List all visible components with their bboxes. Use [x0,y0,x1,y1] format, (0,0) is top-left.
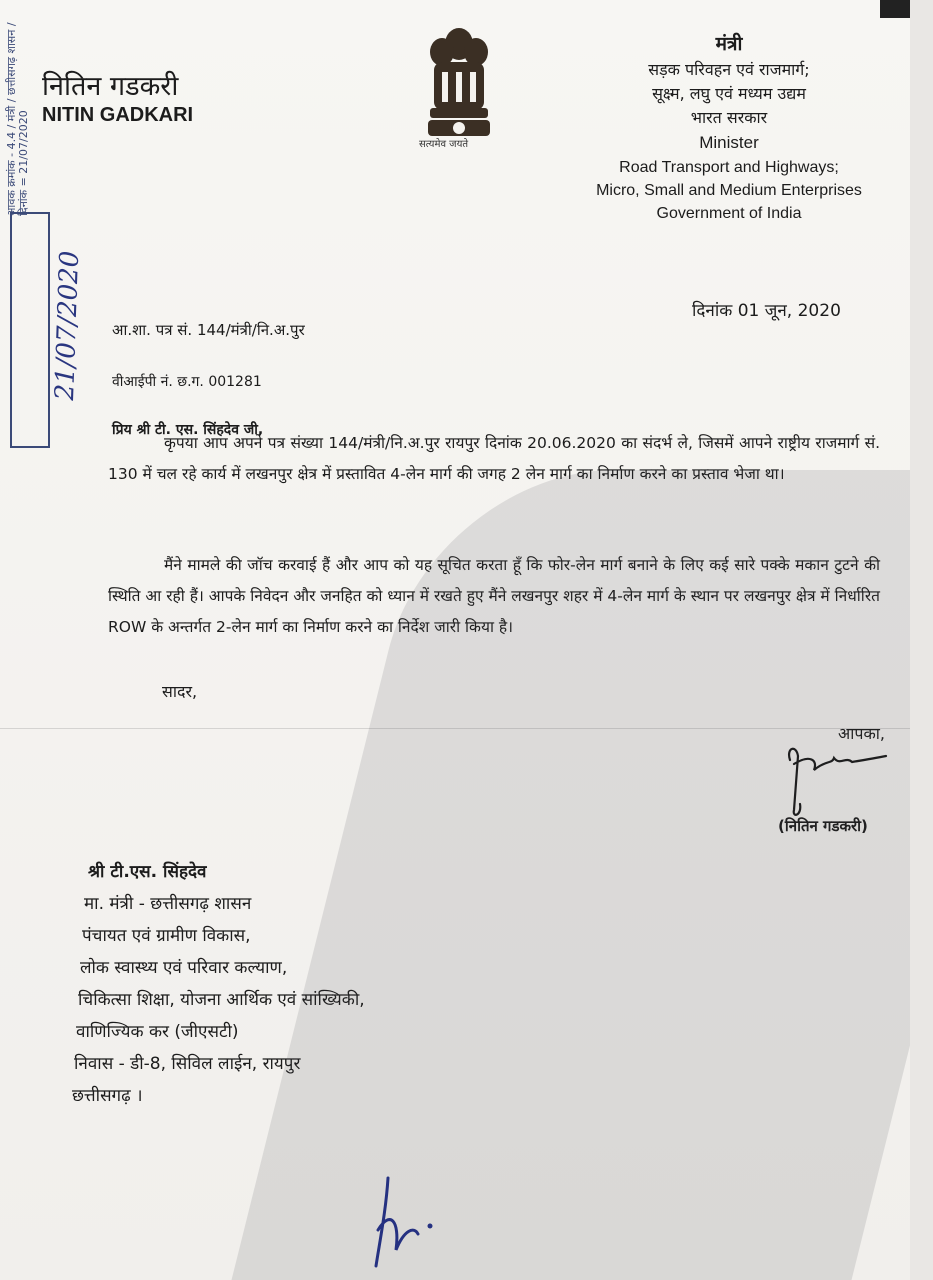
signer-name: (नितिन गडकरी) [778,817,868,835]
recipient-name: श्री टी.एस. सिंहदेव [88,862,207,882]
inward-stamp-text: आवक क्रमांक - 4.4 / मंत्री / छत्तीसगढ़ शासन / दिनांक = 21/07/2020 [5,22,30,216]
recipient-line: मा. मंत्री - छत्तीसगढ़ शासन [84,894,252,914]
closing: सादर, [162,682,198,701]
initial-mark-icon [370,1170,440,1270]
minister-name-english: NITIN GADKARI [42,104,194,126]
fold-line [0,728,910,729]
yours-text: आपका, [838,724,885,743]
recipient-address [72,856,365,1112]
reference-number: आ.शा. पत्र सं. 144/मंत्री/नि.अ.पुर [112,321,305,339]
recipient-line: पंचायत एवं ग्रामीण विकास, [82,926,251,946]
recipient-line: छत्तीसगढ़ । [72,1086,143,1106]
recipient-line: वाणिज्यिक कर (जीएसटी) [76,1022,239,1042]
ministry-english-2: Micro, Small and Medium Enterprises [596,182,862,199]
letter-date: दिनांक 01 जून, 2020 [692,301,841,321]
vip-number: वीआईपी नं. छ.ग. 001281 [112,374,262,390]
title-hindi: मंत्री [715,33,743,55]
ministry-block [575,30,883,225]
government-hindi: भारत सरकार [690,108,768,127]
ministry-hindi-1: सड़क परिवहन एवं राजमार्ग; [648,60,810,79]
emblem-motto: सत्यमेव जयते [419,139,469,150]
minister-name-hindi: नितिन गडकरी [42,71,179,102]
signature-icon [780,730,890,820]
page-corner [880,0,910,18]
body-paragraph-1: कृपया आप अपने पत्र संख्या 144/मंत्री/नि.अ.पुर रायपुर दिनांक 20.06.2020 का संदर्भ ले, जिसमें आपने राष्ट्रीय राजमार्ग सं. 130 में चल रहे कार्य में लखनपुर क्षेत्र में प्रस्तावित 4-लेन मार्ग की जगह 2 लेन मार्ग का निर्माण करने का प्रस्ताव भेजा था। [108,434,880,483]
inward-stamp [10,212,50,448]
ministry-hindi-2: सूक्ष्म, लघु एवं मध्यम उद्यम [652,84,806,103]
title-english: Minister [699,133,759,152]
body-paragraph-2: मैंने मामले की जॉच करवाई हैं और आप को यह सूचित करता हूँ कि फोर-लेन मार्ग बनाने के लिए कई सारे पक्के मकान टुटने की स्थिति आ रही हैं। आपके निवेदन और जनहित को ध्यान में रखते हुए मैंने लखनपुर शहर में 4-लेन मार्ग के स्थान पर लखनपुर क्षेत्र में निर्धारित ROW के अन्तर्गत 2-लेन मार्ग का निर्माण करने का निर्देश जारी किया है। [108,556,880,636]
ministry-english-1: Road Transport and Highways; [619,159,839,176]
recipient-line: चिकित्सा शिक्षा, योजना आर्थिक एवं सांख्यिकी, [78,990,365,1010]
salutation: प्रिय श्री टी. एस. सिंहदेव जी, [112,422,264,438]
national-emblem-icon [418,22,500,152]
recipient-line: निवास - डी-8, सिविल लाईन, रायपुर [74,1054,301,1074]
recipient-line: लोक स्वास्थ्य एवं परिवार कल्याण, [80,958,288,978]
government-english: Government of India [656,205,802,222]
stamp-handwritten-date: 21/07/2020 [50,250,86,402]
